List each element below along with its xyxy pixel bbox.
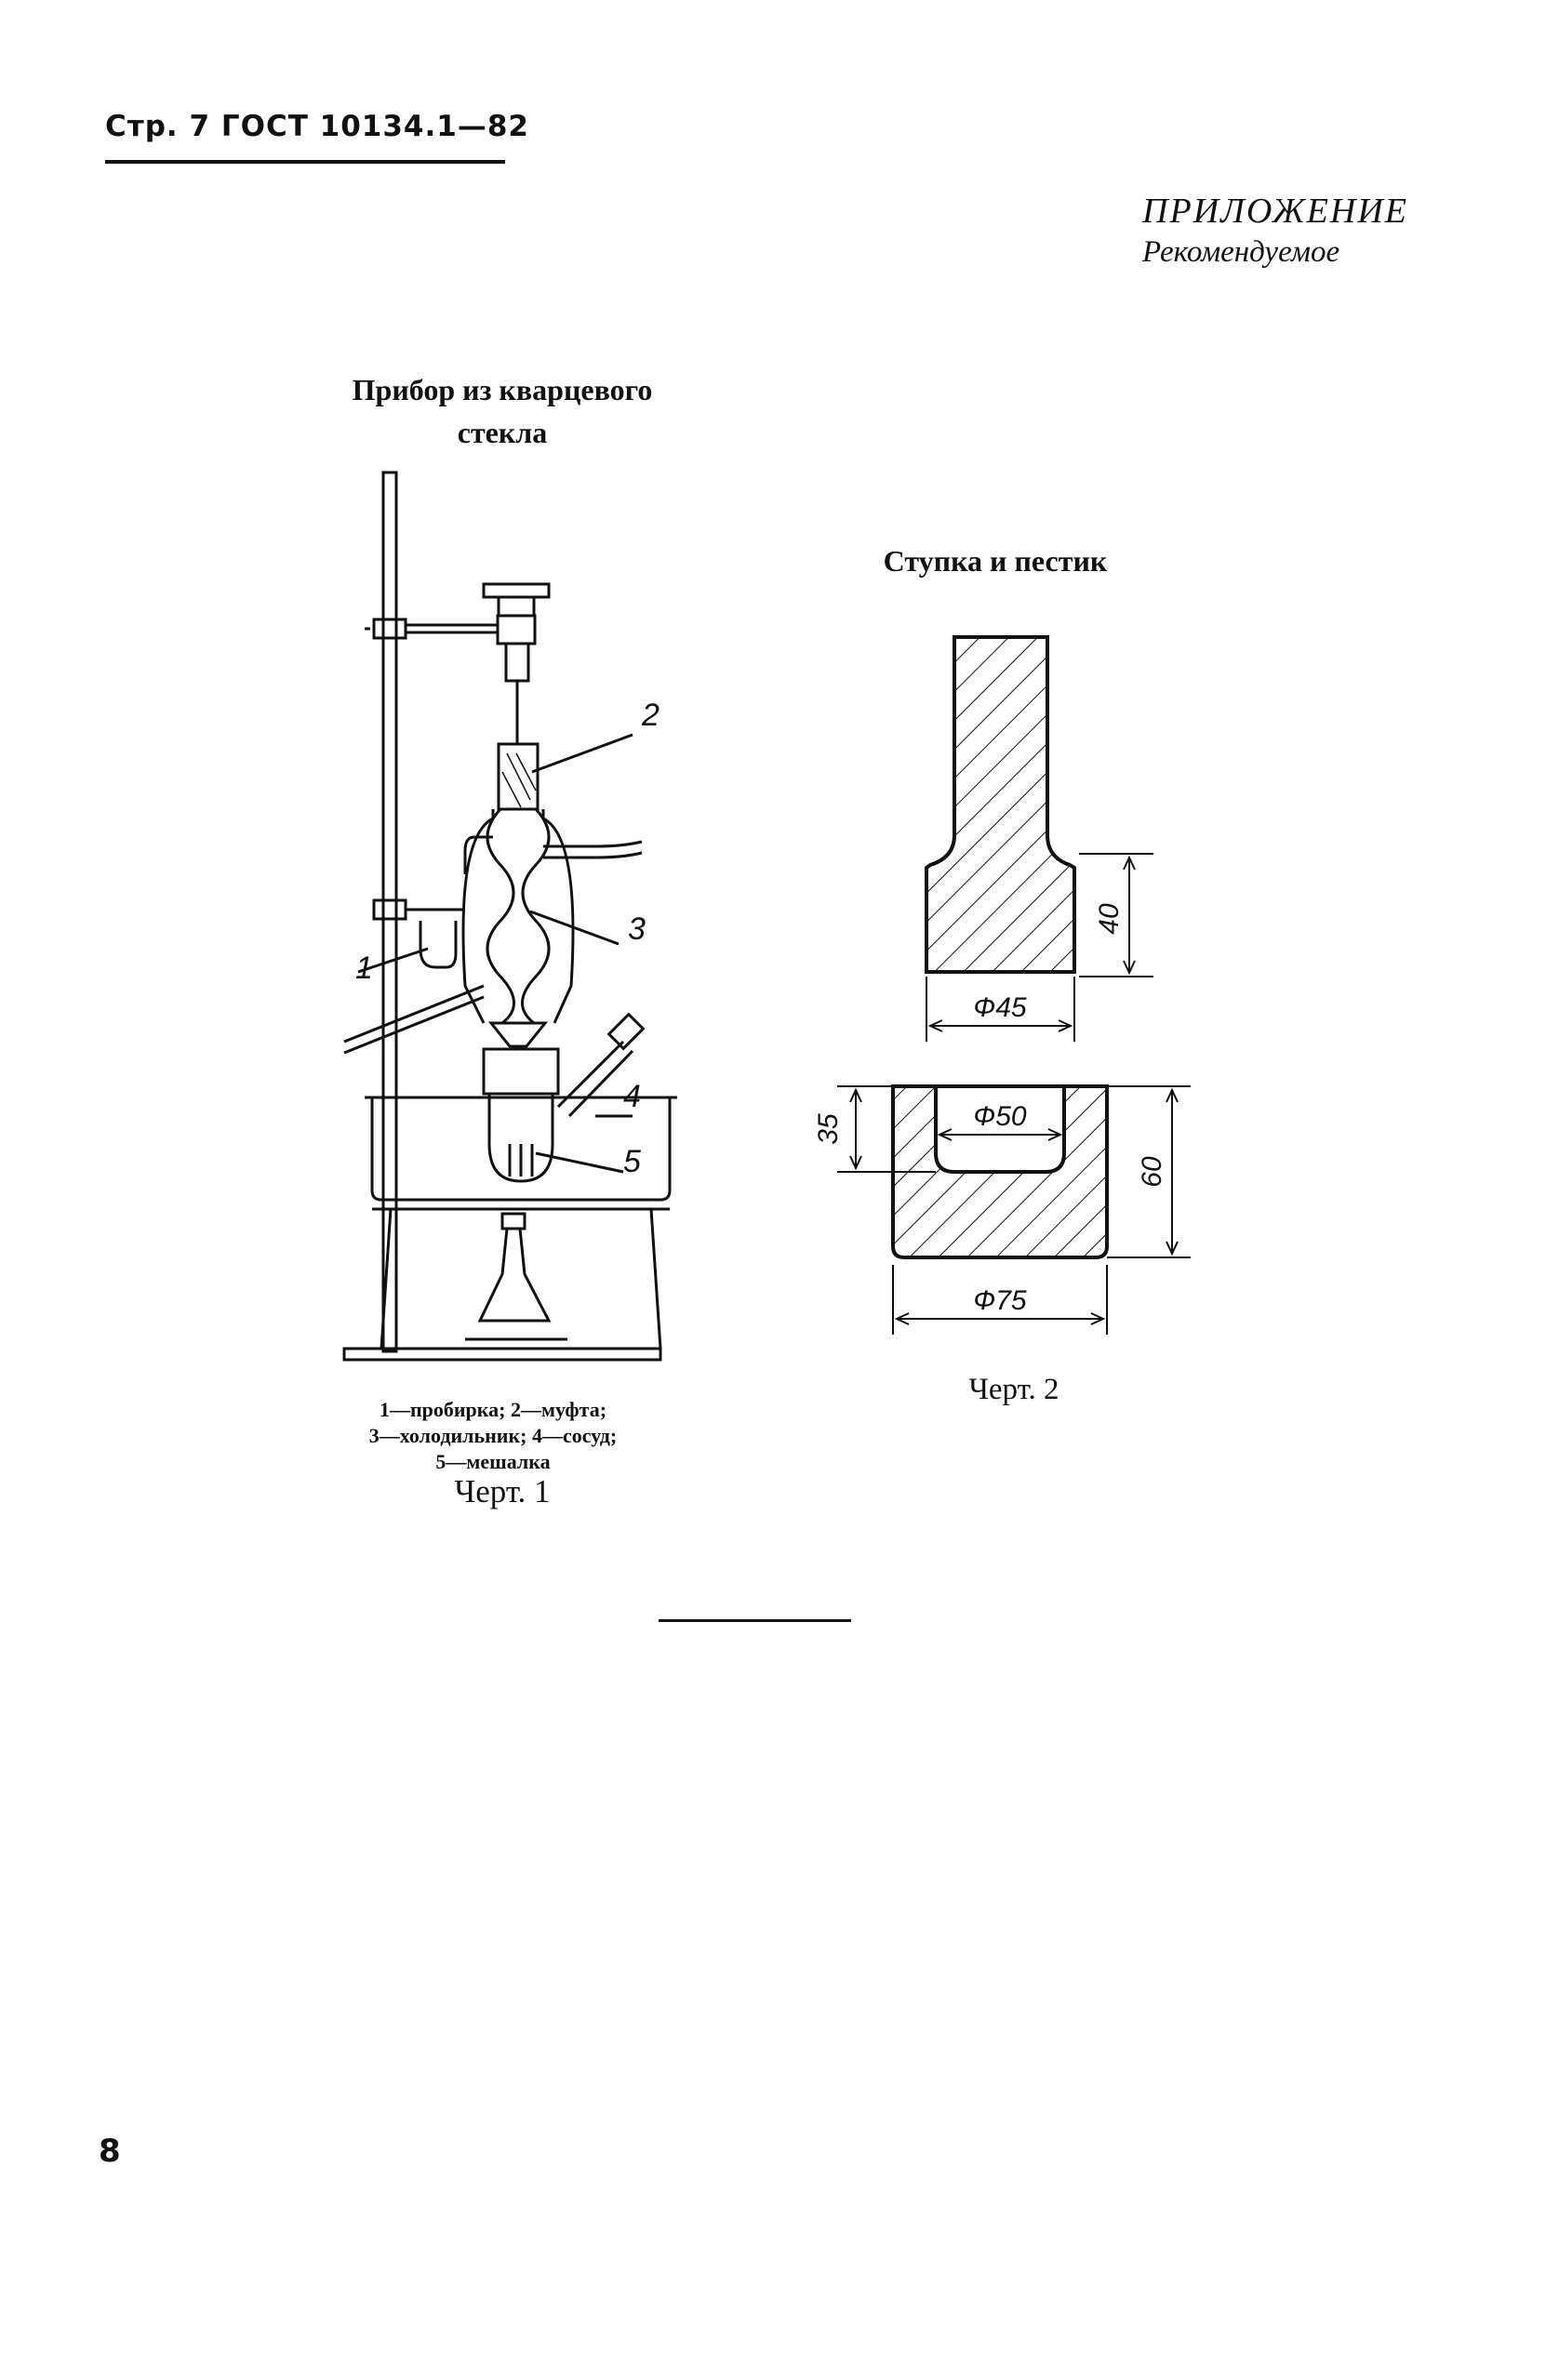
dim-pestle-height: 40	[1094, 903, 1125, 935]
dim-pestle-diameter: Ф45	[973, 992, 1027, 1023]
appendix-title: ПРИЛОЖЕНИЕ	[1142, 192, 1408, 231]
header-underline	[105, 160, 505, 164]
dim-outer-diameter: Ф75	[973, 1285, 1027, 1316]
legend-line1: 1—пробирка; 2—муфта;	[379, 1398, 607, 1421]
legend-line2: 3—холодильник; 4—сосуд;	[368, 1424, 618, 1447]
dim-outer-height: 60	[1137, 1156, 1167, 1188]
callout-4: 4	[623, 1079, 641, 1114]
figure2-mortar-pestle-drawing	[800, 614, 1228, 1358]
callout-3: 3	[628, 911, 646, 947]
callout-1: 1	[355, 951, 373, 986]
callout-2: 2	[642, 698, 660, 733]
legend-line3: 5—мешалка	[435, 1450, 551, 1473]
figure1-title	[307, 368, 698, 454]
figure1-title-line2: стекла	[457, 416, 548, 449]
page-number: 8	[99, 2133, 121, 2170]
appendix-label	[1142, 191, 1408, 270]
figure2-caption: Черт. 2	[968, 1373, 1059, 1406]
pestle-shape	[926, 637, 1074, 972]
dim-inner-depth: 35	[813, 1113, 844, 1145]
end-separator-line	[659, 1619, 851, 1622]
figure2-title: Ступка и пестик	[883, 544, 1108, 578]
dim-inner-diameter: Ф50	[973, 1101, 1027, 1132]
page-header: Стр. 7 ГОСТ 10134.1—82	[105, 110, 529, 143]
figure1-apparatus-drawing	[316, 465, 688, 1395]
figure1-title-line1: Прибор из кварцевого	[352, 373, 653, 406]
figure1-caption: Черт. 1	[454, 1473, 551, 1509]
figure1-legend	[316, 1397, 670, 1475]
appendix-subtitle: Рекомендуемое	[1142, 235, 1340, 269]
callout-5: 5	[623, 1144, 641, 1179]
